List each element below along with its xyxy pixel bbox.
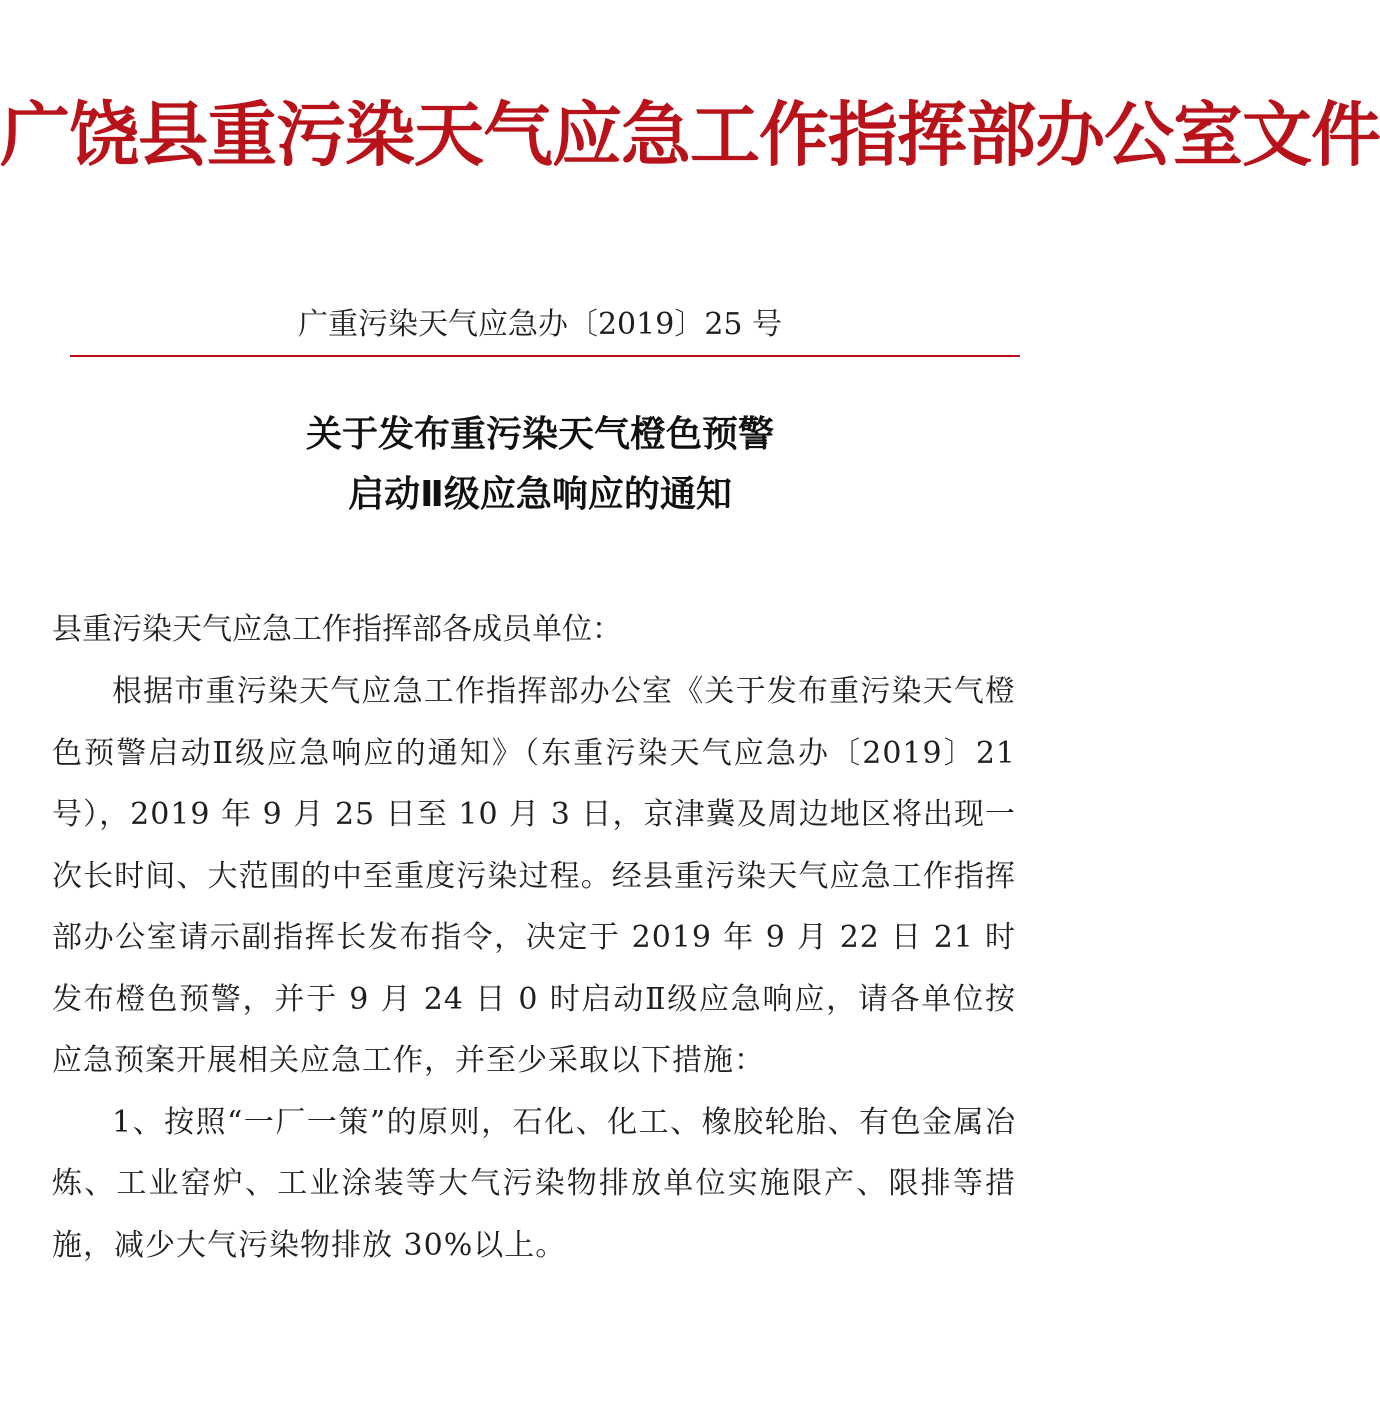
header-divider: [70, 355, 1020, 357]
notice-title-line-2: 启动Ⅱ级应急响应的通知: [348, 474, 732, 515]
body-paragraph-2: 1、按照“一厂一策”的原则，石化、化工、橡胶轮胎、有色金属冶炼、工业窑炉、工业涂装等大气污染物排放单位实施限产、限排等措施，减少大气污染物排放 30%以上。: [52, 1104, 1016, 1263]
addressee: 县重污染天气应急工作指挥部各成员单位：: [52, 612, 622, 647]
document-header-title: 广饶县重污染天气应急工作指挥部办公室文件: [0, 94, 1380, 176]
notice-title-line-1: 关于发布重污染天气橙色预警: [305, 414, 774, 455]
notice-title: [0, 405, 1080, 525]
body-text: [52, 661, 1016, 1276]
body-paragraph-1: 根据市重污染天气应急工作指挥部办公室《关于发布重污染天气橙色预警启动Ⅱ级应急响应的通知》（东重污染天气应急办〔2019〕21 号），2019 年 9 月 25 日至 10 月 3 日，京津冀及周边地区将出现一次长时间、大范围的中至重度污染过程。经县重污染天气应急工作指挥部办公室请示副指挥长发布指令，决定于 2019 年 9 月 22 日 21 时发布橙色预警，并于 9 月 24 日 0 时启动Ⅱ级应急响应，请各单位按应急预案开展相关应急工作，并至少采取以下措施：: [52, 674, 1016, 1078]
document-number: 广重污染天气应急办〔2019〕25 号: [297, 307, 783, 342]
